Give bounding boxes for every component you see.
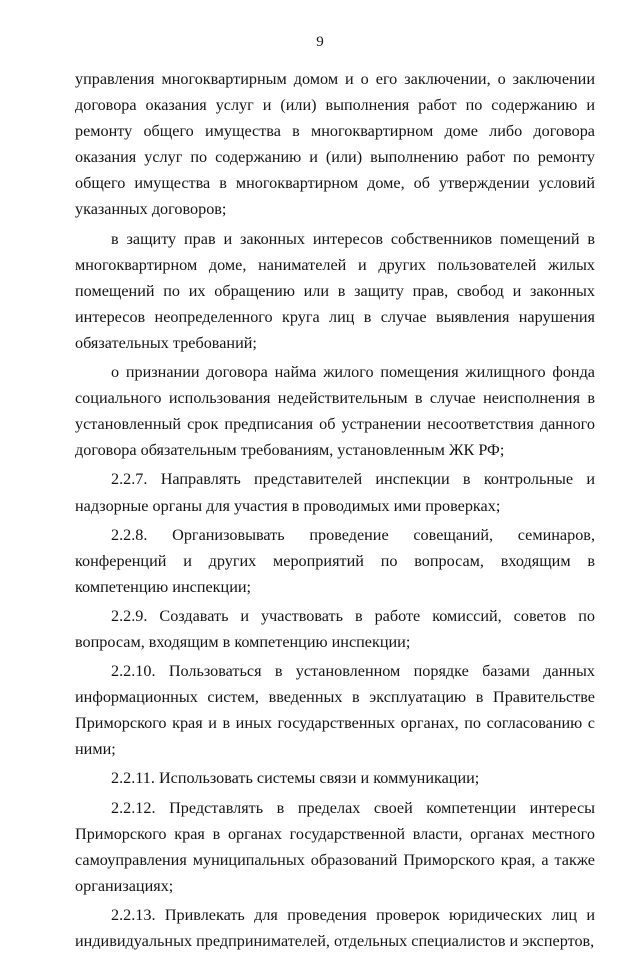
- paragraph-rights-protection: в защиту прав и законных интересов собственников помещений в многоквартирном доме, нанимателей и других пользователей жилых помещений по их обращению или в защиту прав, свобод и законных интересов неопределенного круга лиц в случае выявления нарушения обязательных требований;: [75, 229, 595, 352]
- paragraph-2-2-8: 2.2.8. Организовывать проведение совещаний, семинаров, конференций и других мероприятий по вопросам, входящим в компетенцию инспекции;: [75, 525, 595, 596]
- paragraph-2-2-13: 2.2.13. Привлекать для проведения проверок юридических лиц и индивидуальных предпринимателей, отдельных специалистов и экспертов,: [75, 905, 595, 950]
- paragraph-2-2-9: 2.2.9. Создавать и участвовать в работе комиссий, советов по вопросам, входящим в компетенцию инспекции;: [75, 606, 595, 651]
- paragraph-2-2-11: 2.2.11. Использовать системы связи и коммуникации;: [111, 769, 480, 788]
- paragraph-2-2-12: 2.2.12. Представлять в пределах своей компетенции интересы Приморского края в органах государственной власти, органах местного самоуправления муниципальных образований Приморского края, а также организациях;: [75, 798, 595, 895]
- paragraph-continuation: управления многоквартирным домом и о его заключении, о заключении договора оказания услуг и (или) выполнения работ по содержанию и ремонту общего имущества в многоквартирном доме либо договора оказания услуг по содержанию и (или) выполнению работ по ремонту общего имущества в многоквартирном доме, об утверждении условий указанных договоров;: [75, 70, 595, 219]
- page-number: 9: [316, 34, 324, 50]
- paragraph-lease-invalidation: о признании договора найма жилого помещения жилищного фонда социального использования недействительным в случае неисполнения в установленный срок предписания об устранении несоответствия данного договора обязательным требованиям, установленным ЖК РФ;: [75, 363, 595, 460]
- paragraph-2-2-10: 2.2.10. Пользоваться в установленном порядке базами данных информационных систем, введенных в эксплуатацию в Правительстве Приморского края и в иных государственных органах, по согласованию с ними;: [75, 662, 595, 759]
- paragraph-2-2-7: 2.2.7. Направлять представителей инспекции в контрольные и надзорные органы для участия в проводимых ими проверках;: [75, 470, 595, 515]
- document-body: [75, 66, 595, 957]
